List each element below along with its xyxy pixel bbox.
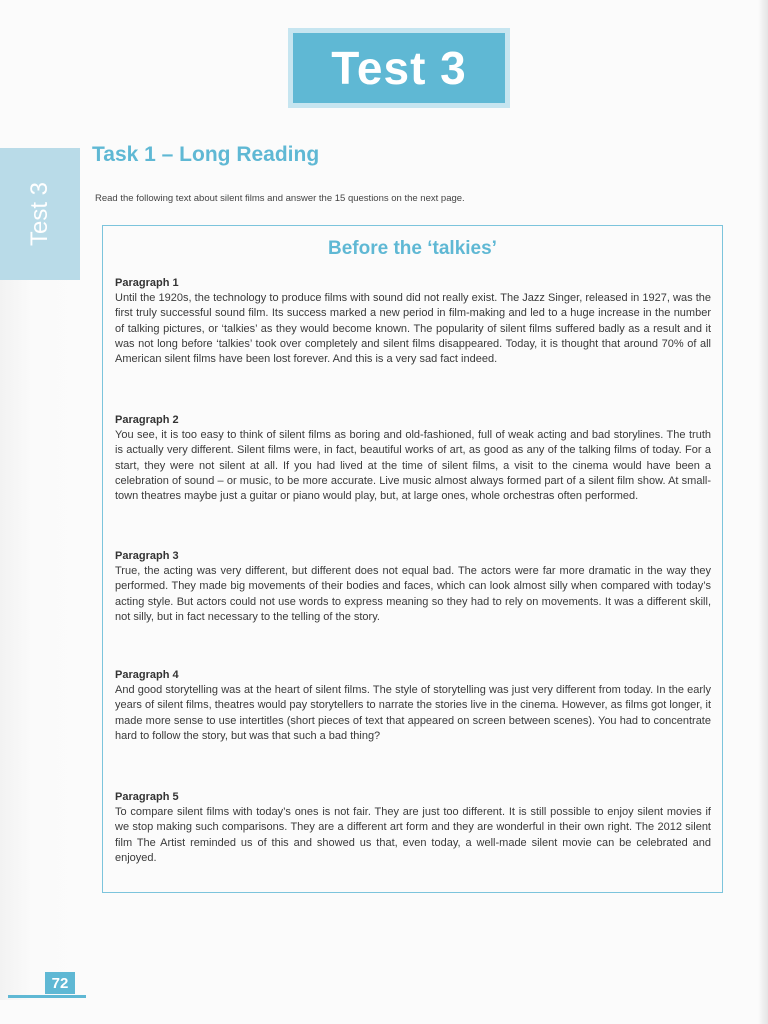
paragraph-heading: Paragraph 4 [115, 669, 179, 681]
paragraph-1 [115, 276, 711, 367]
paragraph-heading: Paragraph 3 [115, 550, 179, 562]
side-stripe [0, 280, 80, 1000]
task-instruction: Read the following text about silent films and answer the 15 questions on the next page. [95, 193, 465, 204]
paragraph-text: To compare silent films with today’s ones is not fair. They are just too different. It is still possible to enjoy silent movies if we stop making such comparisons. They are a different art form and they are wonderful in their own right. The 2012 silent film The Artist reminded us of this and showed us that, even today, a well-made silent movie can be celebrated and enjoyed. [115, 806, 711, 864]
paragraph-text: Until the 1920s, the technology to produce films with sound did not really exist. The Jazz Singer, released in 1927, was the first truly successful sound film. Its success marked a new period in film-making and led to a huge increase in the number of talking pictures, or ‘talkies’ as they would become known. The popularity of silent films suffered badly as a result and it was not long before ‘talkies’ took over completely and silent films disappeared. Today, it is thought that around 70% of all American silent films have been lost forever. And this is a very sad fact indeed. [115, 292, 711, 366]
test-title-box [288, 28, 510, 108]
page-number: 72 [45, 972, 75, 994]
page-edge-shadow [758, 0, 768, 1024]
paragraph-heading: Paragraph 1 [115, 277, 179, 289]
task-heading: Task 1 – Long Reading [92, 143, 320, 166]
paragraph-text: You see, it is too easy to think of silent films as boring and old-fashioned, full of weak acting and bad storylines. The truth is actually very different. Silent films were, in fact, beautiful works of art, as good as any of the talking films of today. For a start, they were not silent at all. If you had lived at the time of silent films, a visit to the cinema would have been a celebration of sound – or music, to be more accurate. Live music almost always formed part of a silent film show. At small-town theatres maybe just a guitar or piano would play, but, at large ones, whole orchestras often performed. [115, 429, 711, 503]
paragraph-5 [115, 790, 711, 866]
test-title: Test 3 [331, 42, 467, 94]
article-title: Before the ‘talkies’ [328, 238, 497, 259]
side-tab-label: Test 3 [26, 181, 53, 247]
paragraph-heading: Paragraph 5 [115, 791, 179, 803]
paragraph-3 [115, 549, 711, 625]
paragraph-text: And good storytelling was at the heart of silent films. The style of storytelling was just very different from today. In the early years of silent films, theatres would pay storytellers to narrate the stories live in the cinema. However, as films got longer, it made more sense to use intertitles (short pieces of text that appeared on screen between scenes). You had to concentrate hard to follow the story, but was that such a bad thing? [115, 684, 711, 742]
page-number-rule [8, 995, 86, 998]
paragraph-2 [115, 413, 711, 504]
paragraph-heading: Paragraph 2 [115, 414, 179, 426]
paragraph-text: True, the acting was very different, but different does not equal bad. The actors were far more dramatic in the way they performed. They made big movements of their bodies and faces, which can look almost silly when compared with today’s acting style. But actors could not use words to express meaning so they had to rely on movements. It was a different skill, not silly, but in fact necessary to the telling of the story. [115, 565, 711, 623]
reading-text-box [102, 225, 723, 893]
paragraph-4 [115, 668, 711, 744]
